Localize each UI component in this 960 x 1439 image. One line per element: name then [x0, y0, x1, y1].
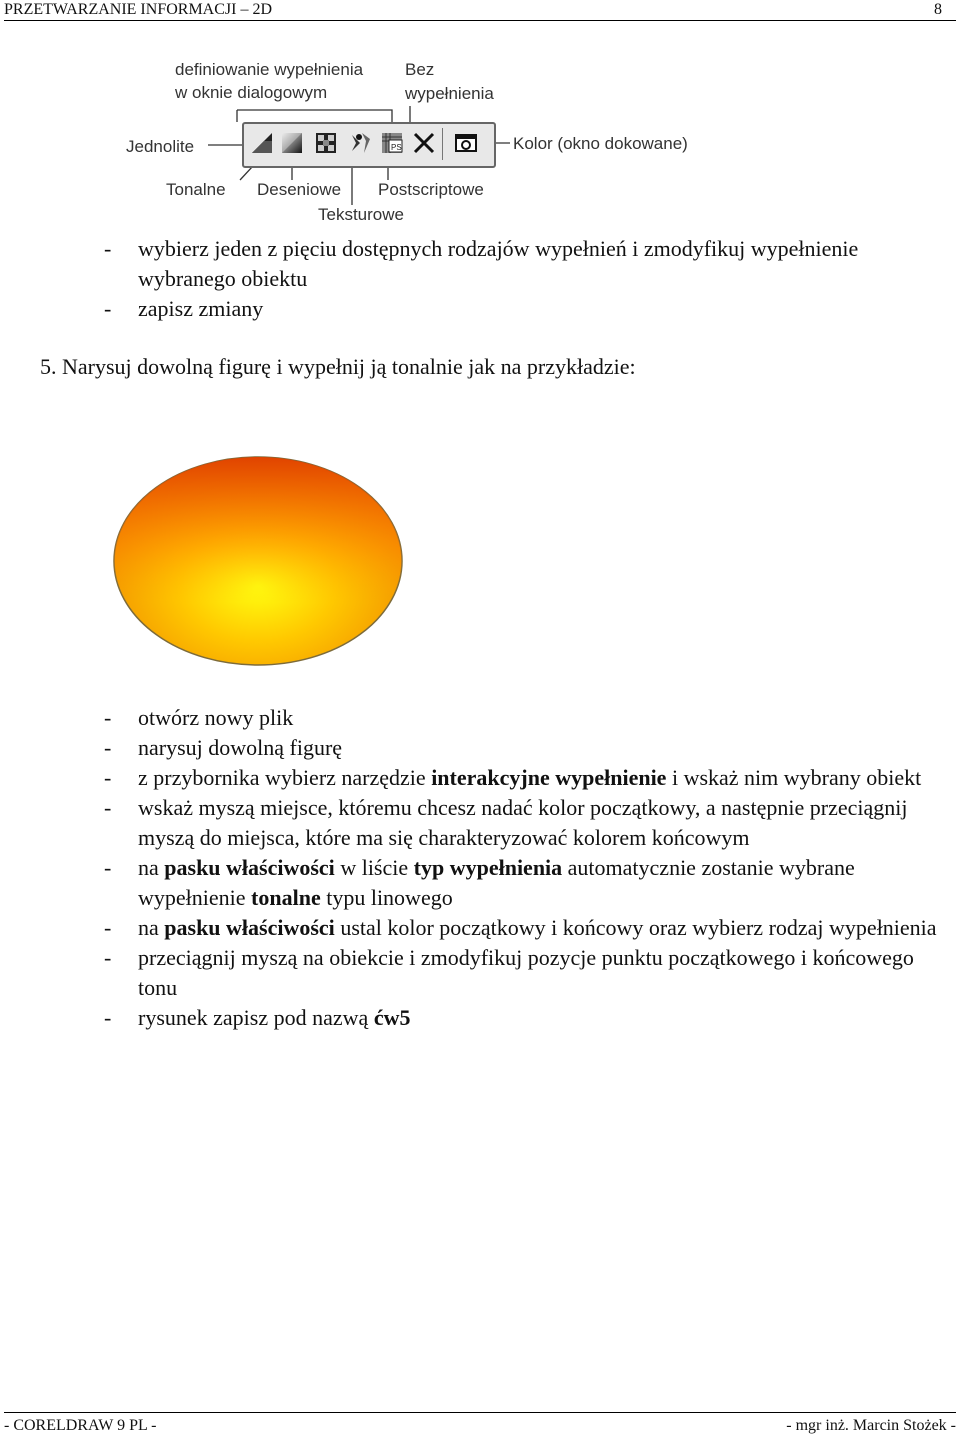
- dialog-fill-label-line1: definiowanie wypełnienia: [175, 60, 364, 79]
- fountain-fill-icon[interactable]: [280, 131, 304, 155]
- uniform-label: Jednolite: [126, 137, 195, 156]
- color-docker-icon[interactable]: [454, 131, 478, 155]
- instruction-list-2: [104, 703, 954, 1033]
- no-fill-label-line2: wypełnienia: [405, 84, 494, 103]
- toolbar-separator: [442, 128, 443, 160]
- postscript-fill-icon[interactable]: [380, 131, 404, 155]
- footer-right: - mgr inż. Marcin Stożek -: [786, 1417, 956, 1434]
- list-item: - na pasku właściwości w liście typ wypełnienia automatycznie zostanie wybrane wypełnienie tonalne typu linowego: [104, 855, 855, 910]
- list-item: - z przybornika wybierz narzędzie interakcyjne wypełnienie i wskaż nim wybrany obiekt: [104, 765, 922, 790]
- list-item: - zapisz zmiany: [104, 296, 264, 321]
- callout-lines: [0, 0, 960, 240]
- gradient-ellipse-example: [112, 455, 404, 667]
- conical-fill-ellipse: [112, 455, 404, 667]
- pattern-label: Deseniowe: [257, 180, 342, 199]
- list-item: - rysunek zapisz pod nazwą ćw5: [104, 1005, 411, 1030]
- list-item: - przeciągnij myszą na obiekcie i zmodyfikuj pozycje punktu początkowego i końcowego tonu: [104, 945, 914, 1000]
- page-number: 8: [934, 1, 942, 18]
- no-fill-label-line1: Bez: [405, 60, 435, 79]
- color-docker-label: Kolor (okno dokowane): [513, 134, 688, 153]
- page-footer: [4, 1412, 956, 1435]
- pattern-fill-icon[interactable]: [314, 131, 338, 155]
- fill-flyout-toolbar: [242, 122, 496, 168]
- svg-text:PS: PS: [391, 143, 402, 152]
- list-item: - otwórz nowy plik: [104, 705, 294, 730]
- fountain-label: Tonalne: [166, 180, 226, 199]
- footer-left: - CORELDRAW 9 PL -: [4, 1417, 157, 1434]
- step-5-heading: 5. Narysuj dowolną figurę i wypełnij ją tonalnie jak na przykładzie:: [40, 354, 636, 379]
- postscript-label: Postscriptowe: [378, 180, 484, 199]
- list-item: - narysuj dowolną figurę: [104, 735, 343, 760]
- texture-fill-icon[interactable]: [348, 131, 372, 155]
- dialog-fill-label-line2: w oknie dialogowym: [175, 83, 328, 102]
- instruction-list-1: [104, 234, 954, 324]
- header-title: PRZETWARZANIE INFORMACJI – 2D: [4, 1, 272, 18]
- no-fill-icon[interactable]: [412, 131, 436, 155]
- list-item: - wybierz jeden z pięciu dostępnych rodzajów wypełnień i zmodyfikuj wypełnienie wybranego obiektu: [104, 236, 859, 291]
- list-item: - na pasku właściwości ustal kolor początkowy i końcowy oraz wybierz rodzaj wypełnienia: [104, 915, 937, 940]
- texture-label: Teksturowe: [318, 205, 404, 224]
- list-item: - wskaż myszą miejsce, któremu chcesz nadać kolor początkowy, a następnie przeciągnij myszą do miejsca, które ma się charakteryzować kolorem końcowym: [104, 795, 908, 850]
- uniform-fill-icon[interactable]: [250, 131, 274, 155]
